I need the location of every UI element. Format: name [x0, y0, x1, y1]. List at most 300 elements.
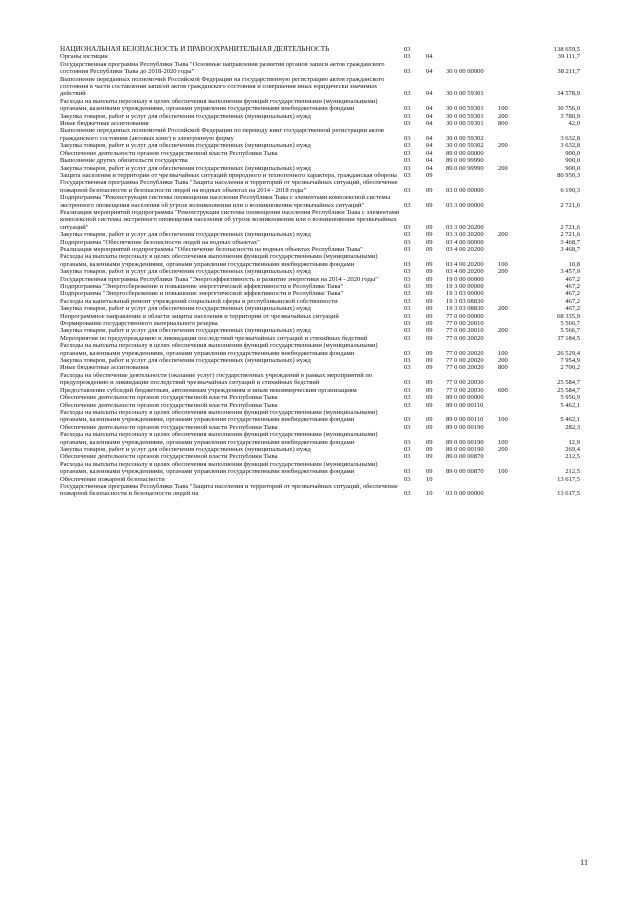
table-row [60, 231, 580, 238]
row-target-article: 89 0 00 00870 [446, 468, 484, 476]
row-expense-type [498, 172, 520, 179]
table-row [60, 476, 580, 483]
row-target-article: 03 4 00 00000 [446, 238, 484, 246]
row-subsection-code: 04 [426, 134, 433, 142]
table-row [60, 246, 580, 253]
row-target-article: 30 0 00 59301 [446, 112, 484, 120]
row-expense-type [498, 209, 520, 231]
row-amount: 212,5 [565, 453, 580, 461]
row-target-article: 30 0 00 59301 [446, 120, 484, 128]
row-section-code: 03 [404, 120, 411, 128]
row-expense-type [498, 76, 520, 98]
row-subsection-code: 04 [426, 142, 433, 150]
row-subsection-code: 09 [426, 468, 433, 476]
row-name: Защита населения и территории от чрезвычайных ситуаций природного и техногенного характера, гражданская оборона [60, 171, 397, 179]
row-name: Закупка товаров, работ и услуг для обеспечения государственных (муниципальных) нужд [60, 327, 311, 335]
row-subsection-code: 09 [426, 201, 433, 209]
row-subsection-code: 09 [426, 186, 433, 194]
row-amount: 30 756,0 [557, 105, 580, 113]
row-subsection-code: 04 [426, 157, 433, 165]
row-name: Выполнение переданных полномочий Российской Федерации на государственную регистрацию актов гражданского состояния в части составления записей актов гражданского состояния и совершения иных юридически значимых действий [60, 75, 385, 98]
row-expense-type: 100 [498, 468, 508, 476]
row-target-article: 89 0 00 00000 [446, 149, 484, 157]
row-expense-type: 200 [498, 357, 508, 365]
row-section-code: 03 [404, 297, 411, 305]
row-amount: 25 584,7 [557, 386, 580, 394]
table-row [60, 305, 580, 312]
row-expense-type: 800 [498, 364, 508, 372]
row-target-article [446, 476, 498, 483]
row-subsection-code: 09 [426, 223, 433, 231]
row-amount: 13 617,5 [557, 490, 580, 498]
row-subsection-code: 10 [426, 490, 433, 498]
row-expense-type [498, 394, 520, 401]
row-section-code: 03 [404, 171, 411, 179]
row-expense-type [498, 150, 520, 157]
row-subsection-code: 09 [426, 327, 433, 335]
row-name: Расходы на выплаты персоналу в целях обеспечения выполнения функций государственными (муниципальными) органами, казенными учреждениями, органами управления государственными внебюджетными фондами [60, 408, 378, 424]
row-target-article: 03 0 00 00000 [446, 186, 484, 194]
row-target-article: 89 0 00 00190 [446, 445, 484, 453]
row-section-code: 03 [404, 445, 411, 453]
row-amount: 3 632,8 [560, 134, 580, 142]
row-amount: 10,8 [568, 260, 580, 268]
table-row [60, 113, 580, 120]
row-subsection-code: 04 [426, 112, 433, 120]
row-subsection-code: 09 [426, 416, 433, 424]
row-amount: 7 954,9 [560, 357, 580, 365]
table-row [60, 327, 580, 334]
row-section-code: 03 [404, 438, 411, 446]
row-name: НАЦИОНАЛЬНАЯ БЕЗОПАСНОСТЬ И ПРАВООХРАНИТЕЛЬНАЯ ДЕЯТЕЛЬНОСТЬ [60, 45, 330, 53]
row-expense-type [498, 239, 520, 246]
row-subsection-code: 09 [426, 453, 433, 461]
row-amount: 467,2 [565, 275, 580, 283]
row-name: Подпрограмма "Обеспечение безопасности людей на водных объектах" [60, 238, 260, 246]
row-section-code: 03 [404, 334, 411, 342]
row-name: Реализация мероприятий подпрограммы "Реконструкция системы оповещения населения Республики Тыва с элементами комплексной системы экстренного оповещения населения об угрозе возникновения или о возникновении чрезвычайных ситуаций" [60, 208, 400, 231]
table-row [60, 290, 580, 297]
row-target-article: 77 0 00 20020 [446, 364, 484, 372]
row-expense-type [498, 53, 520, 60]
row-subsection-code: 04 [426, 164, 433, 172]
row-subsection-code: 04 [426, 120, 433, 128]
row-subsection-code: 09 [426, 305, 433, 313]
row-name: Обеспечение деятельности органов государственной власти Республики Тыва [60, 149, 278, 157]
row-subsection-code: 09 [426, 231, 433, 239]
row-subsection-code: 09 [426, 260, 433, 268]
row-target-article: 19 3 00 00000 [446, 283, 484, 290]
row-expense-type [498, 402, 520, 409]
row-section-code: 03 [404, 157, 411, 165]
row-subsection-code: 09 [426, 283, 433, 290]
table-row [60, 44, 580, 53]
table-row [60, 461, 580, 476]
row-target-article [446, 44, 498, 53]
row-section-code: 03 [404, 386, 411, 394]
row-amount: 26 529,4 [557, 349, 580, 357]
row-subsection-code: 09 [426, 297, 433, 305]
row-target-article: 30 0 00 59302 [446, 142, 484, 150]
row-amount: 3 632,8 [560, 142, 580, 150]
table-row [60, 342, 580, 357]
row-subsection-code: 09 [426, 349, 433, 357]
row-target-article: 89 0 00 00870 [446, 453, 484, 461]
table-row [60, 446, 580, 453]
row-expense-type: 100 [498, 438, 508, 446]
row-target-article: 30 0 00 59301 [446, 105, 484, 113]
row-subsection-code: 09 [426, 401, 433, 409]
row-name: Расходы на капитальный ремонт учреждений социальной сферы и республиканской собственности [60, 297, 338, 305]
table-row [60, 298, 580, 305]
row-name: Закупка товаров, работ и услуг для обеспечения государственных (муниципальных) нужд [60, 445, 311, 453]
row-amount: 900,0 [565, 149, 580, 157]
row-expense-type [498, 453, 520, 460]
table-row [60, 76, 580, 98]
row-expense-type: 200 [498, 231, 508, 239]
table-row [60, 253, 580, 268]
row-name: Расходы на выплаты персоналу в целях обеспечения выполнения функций государственными (муниципальными) органами, казенными учреждениями, органами управления государственными внебюджетными фондами [60, 342, 378, 357]
row-amount: 12,9 [568, 438, 580, 446]
row-expense-type [498, 313, 520, 320]
row-name: Обеспечение деятельности органов государственной власти Республики Тыва [60, 453, 278, 461]
row-subsection-code: 04 [426, 149, 433, 157]
row-amount: 2 721,6 [560, 223, 580, 231]
row-name: Выполнение других обязательств государства [60, 157, 188, 165]
row-amount: 37 184,5 [557, 334, 580, 342]
row-expense-type [498, 283, 520, 290]
table-row [60, 179, 580, 194]
table-row [60, 283, 580, 290]
row-name: Иные бюджетные ассигнования [60, 120, 149, 128]
row-section-code: 03 [404, 149, 411, 157]
table-row [60, 276, 580, 283]
row-name: Обеспечение пожарной безопасности [60, 475, 165, 483]
row-amount: 39 111,7 [557, 53, 580, 61]
table-row [60, 53, 580, 60]
row-expense-type [498, 476, 520, 483]
row-target-article: 89 0 00 00000 [446, 394, 484, 402]
table-row [60, 424, 580, 431]
row-section-code: 03 [404, 357, 411, 365]
row-amount: 38 211,7 [557, 68, 580, 76]
row-target-article: 89 0 00 00110 [446, 416, 484, 424]
row-target-article: 77 0 00 20010 [446, 327, 484, 335]
row-subsection-code: 04 [426, 53, 433, 61]
row-expense-type: 200 [498, 305, 508, 313]
row-expense-type: 100 [498, 105, 508, 113]
row-expense-type [498, 276, 520, 283]
row-section-code: 03 [404, 186, 411, 194]
row-name: Закупка товаров, работ и услуг для обеспечения государственных (муниципальных) нужд [60, 231, 311, 239]
table-row [60, 268, 580, 275]
row-amount: 212,5 [565, 468, 580, 476]
row-name: Непрограммное направление в области защиты населения и территории от чрезвычайных ситуаций [60, 312, 339, 320]
row-target-article: 03 4 00 20200 [446, 268, 484, 276]
table-row [60, 142, 580, 149]
row-expense-type [498, 157, 520, 164]
row-section-code: 03 [404, 223, 411, 231]
row-target-article: 89 0 00 99990 [446, 164, 484, 172]
table-row [60, 320, 580, 327]
row-section-code: 03 [404, 164, 411, 172]
row-section-code: 03 [404, 53, 411, 61]
row-section-code: 03 [404, 416, 411, 424]
row-name: Иные бюджетные ассигнования [60, 364, 149, 372]
table-row [60, 239, 580, 246]
row-expense-type [498, 320, 520, 327]
row-target-article: 03 0 00 00000 [446, 490, 484, 498]
row-expense-type: 200 [498, 164, 508, 172]
row-amount: 467,2 [565, 297, 580, 305]
row-amount: 68 335,9 [557, 312, 580, 320]
row-section-code: 03 [404, 112, 411, 120]
row-section-code: 03 [404, 349, 411, 357]
row-name: Государственная программа Республики Тыва "Энергоэффективность и развитие энергетики на 2014 - 2020 годы" [60, 275, 378, 283]
row-name: Обеспечение деятельности органов государственной власти Республики Тыва [60, 401, 278, 409]
row-subsection-code: 09 [426, 238, 433, 246]
row-target-article: 89 0 00 00110 [446, 401, 484, 409]
table-row [60, 194, 580, 209]
row-target-article: 19 3 03 08830 [446, 297, 484, 305]
row-target-article: 30 0 00 00000 [446, 68, 484, 76]
table-row [60, 98, 580, 113]
row-name: Закупка товаров, работ и услуг для обеспечения государственных (муниципальных) нужд [60, 268, 311, 276]
row-target-article: 77 0 00 20020 [446, 334, 484, 342]
row-target-article: 89 0 00 99990 [446, 157, 484, 165]
row-amount: 282,3 [565, 423, 580, 431]
row-section-code: 03 [404, 90, 411, 98]
table-row [60, 394, 580, 401]
row-target-article: 03 4 00 20200 [446, 245, 484, 253]
row-subsection-code: 10 [426, 475, 433, 483]
row-section-code: 03 [404, 364, 411, 372]
row-expense-type [498, 194, 520, 209]
row-amount: 80 950,3 [557, 171, 580, 179]
row-expense-type [498, 483, 520, 498]
row-section-code: 03 [404, 275, 411, 283]
row-section-code: 03 [404, 290, 411, 298]
row-target-article: 77 0 00 20020 [446, 357, 484, 365]
row-section-code: 03 [404, 68, 411, 76]
row-subsection-code: 09 [426, 379, 433, 387]
row-subsection-code: 09 [426, 357, 433, 365]
table-row [60, 335, 580, 342]
row-target-article: 30 0 00 59301 [446, 90, 484, 98]
row-target-article: 89 0 00 00190 [446, 438, 484, 446]
table-row [60, 150, 580, 157]
row-subsection-code: 04 [426, 68, 433, 76]
row-name: Расходы на выплаты персоналу в целях обеспечения выполнения функций государственными (муниципальными) органами, казенными учреждениями, органами управления государственными внебюджетными фондами [60, 431, 378, 446]
row-name: Закупка товаров, работ и услуг для обеспечения государственных (муниципальных) нужд [60, 305, 311, 313]
row-subsection-code: 09 [426, 386, 433, 394]
row-target-article: 77 0 00 20010 [446, 320, 484, 328]
row-expense-type: 200 [498, 142, 508, 150]
row-subsection-code: 09 [426, 438, 433, 446]
row-amount: 2 700,2 [560, 364, 580, 372]
row-expense-type [498, 61, 520, 76]
table-row [60, 120, 580, 127]
row-expense-type [498, 127, 520, 142]
row-target-article: 19 3 03 08830 [446, 305, 484, 313]
row-subsection-code: 09 [426, 320, 433, 328]
row-section-code: 03 [404, 453, 411, 461]
row-section-code: 03 [404, 320, 411, 328]
row-amount: 6 190,3 [560, 186, 580, 194]
row-section-code: 03 [404, 394, 411, 402]
row-amount: 467,2 [565, 283, 580, 290]
row-expense-type [498, 290, 520, 297]
row-section-code: 03 [404, 475, 411, 483]
row-subsection-code: 09 [426, 268, 433, 276]
row-subsection-code [426, 44, 446, 53]
row-subsection-code: 09 [426, 275, 433, 283]
table-row [60, 209, 580, 231]
row-subsection-code: 04 [426, 90, 433, 98]
row-target-article: 89 0 00 00190 [446, 423, 484, 431]
table-row [60, 387, 580, 394]
row-amount: 5 956,9 [560, 394, 580, 402]
row-amount: 269,4 [565, 445, 580, 453]
table-row [60, 483, 580, 498]
table-row [60, 364, 580, 371]
row-amount: 3 780,9 [560, 112, 580, 120]
row-section-code: 03 [404, 142, 411, 150]
row-section-code: 03 [404, 490, 411, 498]
row-target-article: 19 3 03 00000 [446, 290, 484, 298]
row-name: Подпрограмма "Энергосбережение и повышение энергетической эффективности в Республике Тыва" [60, 290, 344, 298]
row-name: Предоставление субсидий бюджетным, автономным учреждениям и иным некоммерческим организациям [60, 386, 357, 394]
row-target-article: 03 4 00 20200 [446, 260, 484, 268]
row-amount: 3 468,7 [560, 238, 580, 246]
row-amount: 5 566,7 [560, 320, 580, 328]
row-target-article: 77 0 00 20030 [446, 379, 484, 387]
row-section-code: 03 [404, 268, 411, 276]
row-subsection-code: 09 [426, 290, 433, 298]
row-amount: 34 578,9 [557, 90, 580, 98]
row-section-code: 03 [404, 238, 411, 246]
row-expense-type: 200 [498, 445, 508, 453]
page-number: 11 [580, 857, 589, 867]
row-section-code: 03 [404, 283, 411, 290]
row-section-code: 03 [404, 423, 411, 431]
row-amount: 13 617,5 [557, 475, 580, 483]
row-section-code: 03 [404, 312, 411, 320]
budget-table [60, 44, 580, 498]
row-name: Формирование государственного материального резерва [60, 320, 218, 328]
row-amount: 3 457,9 [560, 268, 580, 276]
row-amount: 138 659,5 [553, 46, 580, 53]
row-name: Государственная программа Республики Тыва "Основные направления развития органов записи актов гражданского состояния Республики Тыва до 2018-2020 годы" [60, 60, 385, 76]
row-name: Закупка товаров, работ и услуг для обеспечения государственных (муниципальных) нужд [60, 357, 311, 365]
row-subsection-code: 09 [426, 245, 433, 253]
row-target-article: 77 0 00 20030 [446, 386, 484, 394]
row-subsection-code: 09 [426, 364, 433, 372]
row-subsection-code: 09 [426, 312, 433, 320]
row-amount: 2 721,6 [560, 201, 580, 209]
table-row [60, 165, 580, 172]
row-name: Обеспечение деятельности органов государственной власти Республики Тыва [60, 423, 278, 431]
row-name: Подпрограмма "Реконструкция системы оповещения населения Республики Тыва с элементами комплексной системы экстренного оповещения населения об угрозе возникновения или о возникновении чрезвычайных ситуаций" [60, 194, 391, 209]
row-subsection-code: 04 [426, 105, 433, 113]
row-section-code: 03 [404, 327, 411, 335]
table-row [60, 372, 580, 387]
row-section-code: 03 [404, 134, 411, 142]
row-target-article [446, 53, 498, 60]
row-amount: 5 462,1 [560, 416, 580, 424]
table-row [60, 357, 580, 364]
table-row [60, 453, 580, 460]
row-amount: 25 584,7 [557, 379, 580, 387]
table-row [60, 313, 580, 320]
row-section-code: 03 [404, 46, 411, 53]
row-section-code: 03 [404, 379, 411, 387]
row-amount: 467,2 [565, 290, 580, 298]
row-expense-type [498, 335, 520, 342]
row-target-article [446, 172, 498, 179]
row-subsection-code: 09 [426, 334, 433, 342]
row-subsection-code: 09 [426, 171, 433, 179]
row-name: Расходы на выплаты персоналу в целях обеспечения выполнения функций государственными (муниципальными) органами, казенными учреждениями, органами управления государственными внебюджетными фондами [60, 253, 378, 268]
row-section-code: 03 [404, 231, 411, 239]
row-name: Закупка товаров, работ и услуг для обеспечения государственных (муниципальных) нужд [60, 142, 311, 150]
row-expense-type [498, 372, 520, 387]
row-amount: 900,0 [565, 157, 580, 165]
row-expense-type: 200 [498, 268, 508, 276]
row-name: Государственная программа Республики Тыва "Защита населения и территорий от чрезвычайных ситуаций, обеспечение пожарной безопасности и безопасности людей на [60, 482, 398, 498]
row-name: Подпрограмма "Энергосбережение и повышение энергетической эффективности в Республике Тыва" [60, 283, 344, 290]
row-amount: 3 468,7 [560, 245, 580, 253]
row-expense-type: 100 [498, 349, 508, 357]
row-section-code: 03 [404, 201, 411, 209]
row-section-code: 03 [404, 260, 411, 268]
row-target-article: 03 3 00 00000 [446, 201, 484, 209]
row-expense-type [498, 298, 520, 305]
row-expense-type: 800 [498, 120, 508, 128]
row-section-code: 03 [404, 468, 411, 476]
budget-table-body [60, 44, 580, 498]
row-section-code: 03 [404, 305, 411, 313]
row-amount: 5 566,7 [560, 327, 580, 335]
row-name: Закупка товаров, работ и услуг для обеспечения государственных (муниципальных) нужд [60, 164, 311, 172]
row-target-article: 03 3 00 20200 [446, 231, 484, 239]
table-row [60, 157, 580, 164]
table-row [60, 127, 580, 142]
table-row [60, 172, 580, 179]
row-name: Обеспечение деятельности органов государственной власти Республики Тыва [60, 394, 278, 402]
row-subsection-code: 09 [426, 423, 433, 431]
row-name: Реализация мероприятий подпрограммы "Обеспечение безопасности на водных объектах Республики Тыва" [60, 245, 363, 253]
row-expense-type [498, 246, 520, 253]
row-amount: 900,0 [565, 164, 580, 172]
row-expense-type [498, 44, 520, 53]
row-expense-type: 200 [498, 327, 508, 335]
row-target-article: 03 3 00 20200 [446, 223, 484, 231]
row-section-code: 03 [404, 401, 411, 409]
table-row [60, 402, 580, 409]
row-name: Закупка товаров, работ и услуг для обеспечения государственных (муниципальных) нужд [60, 112, 311, 120]
row-expense-type [498, 179, 520, 194]
row-name: Мероприятия по предупреждению и ликвидации последствий чрезвычайных ситуаций и стихийных бедствий [60, 334, 368, 342]
row-target-article: 77 0 00 00000 [446, 312, 484, 320]
row-amount: 467,2 [565, 305, 580, 313]
row-expense-type: 100 [498, 416, 508, 424]
row-section-code: 03 [404, 245, 411, 253]
row-subsection-code: 09 [426, 394, 433, 402]
row-name: Выполнение переданных полномочий Российской Федерации по переводу книг государственной регистрации актов гражданского состояния (актовых книг) в электронную форму [60, 127, 384, 142]
row-name: Государственная программа Республики Тыва "Защита населения и территорий от чрезвычайных ситуаций, обеспечение пожарной безопасности и безопасности людей на водных объектах на 2014 - 2018 годы" [60, 179, 398, 194]
row-amount: 2 721,6 [560, 231, 580, 239]
